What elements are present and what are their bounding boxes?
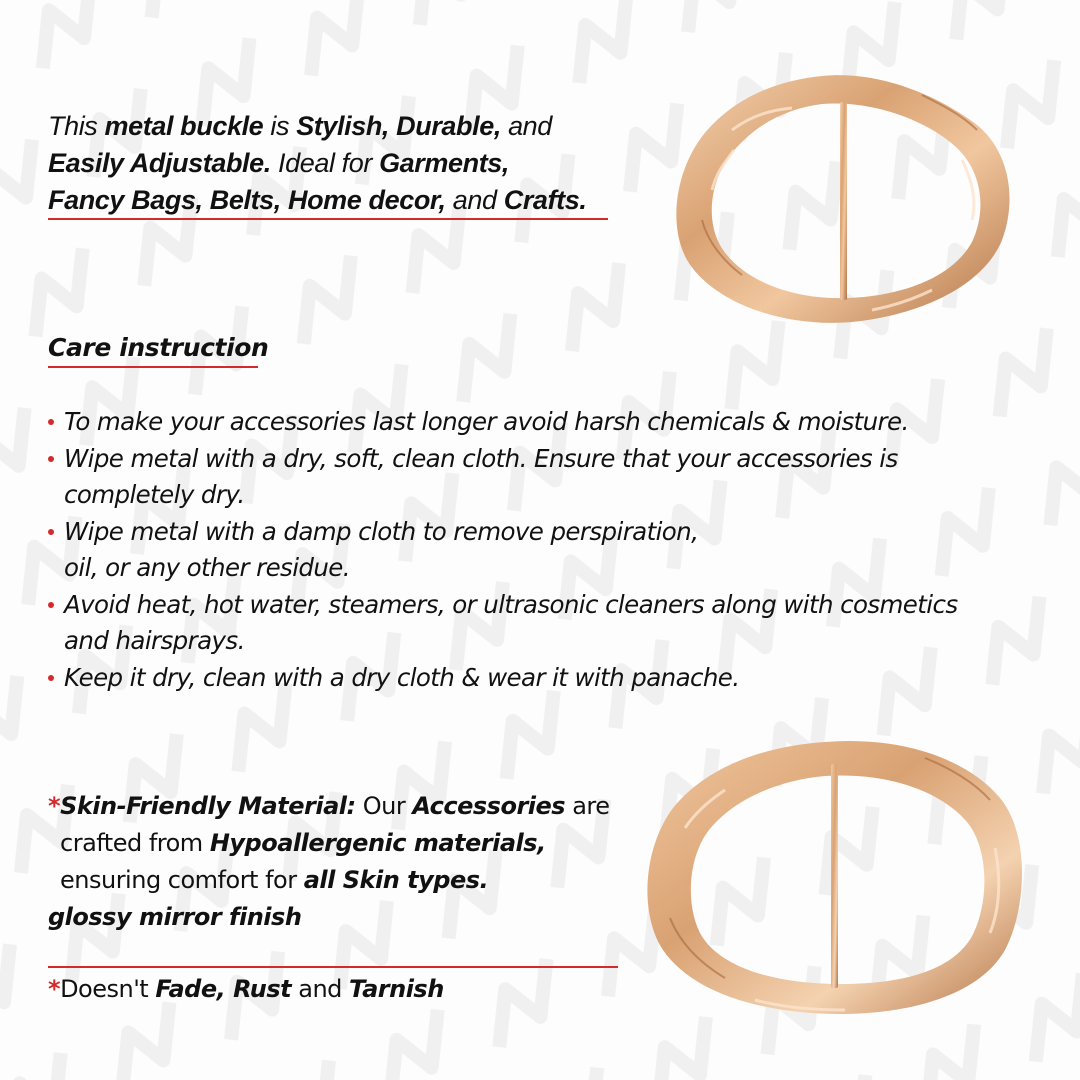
- bullet-icon: [48, 456, 54, 462]
- bullet-icon: [48, 602, 54, 608]
- intro-text: This metal buckle is Stylish, Durable, and Easily Adjustable. Ideal for Garments, Fancy Bags, Belts, Home decor, and Crafts.: [48, 111, 587, 215]
- list-item: Wipe metal with a dry, soft, clean cloth. Ensure that your accessories is completely dry.: [48, 441, 1008, 514]
- bullet-icon: [48, 529, 54, 535]
- list-item: To make your accessories last longer avoid harsh chemicals & moisture.: [48, 404, 1008, 441]
- skin-friendly-text: *Skin-Friendly Material: Our Accessories are crafted from Hypoallergenic materials, ensuring comfort for all Skin types. glossy mirror finish: [48, 792, 610, 931]
- list-item: Avoid heat, hot water, steamers, or ultrasonic cleaners along with cosmetics and hairsprays.: [48, 587, 1008, 660]
- bullet-icon: [48, 675, 54, 681]
- bullet-icon: [48, 419, 54, 425]
- care-title-underline: [48, 366, 258, 368]
- fade-rust-text: *Doesn't Fade, Rust and Tarnish: [48, 975, 444, 1003]
- buckle-image-top: [672, 70, 1017, 332]
- care-instruction-title: Care instruction: [48, 333, 269, 362]
- buckle-image-bottom: [645, 738, 1030, 1018]
- list-item: Wipe metal with a damp cloth to remove perspiration, oil, or any other residue.: [48, 514, 1008, 587]
- skin-divider: [48, 966, 618, 968]
- intro-divider: [48, 218, 608, 220]
- care-instruction-list: [48, 404, 1008, 696]
- list-item: Keep it dry, clean with a dry cloth & wear it with panache.: [48, 660, 1008, 697]
